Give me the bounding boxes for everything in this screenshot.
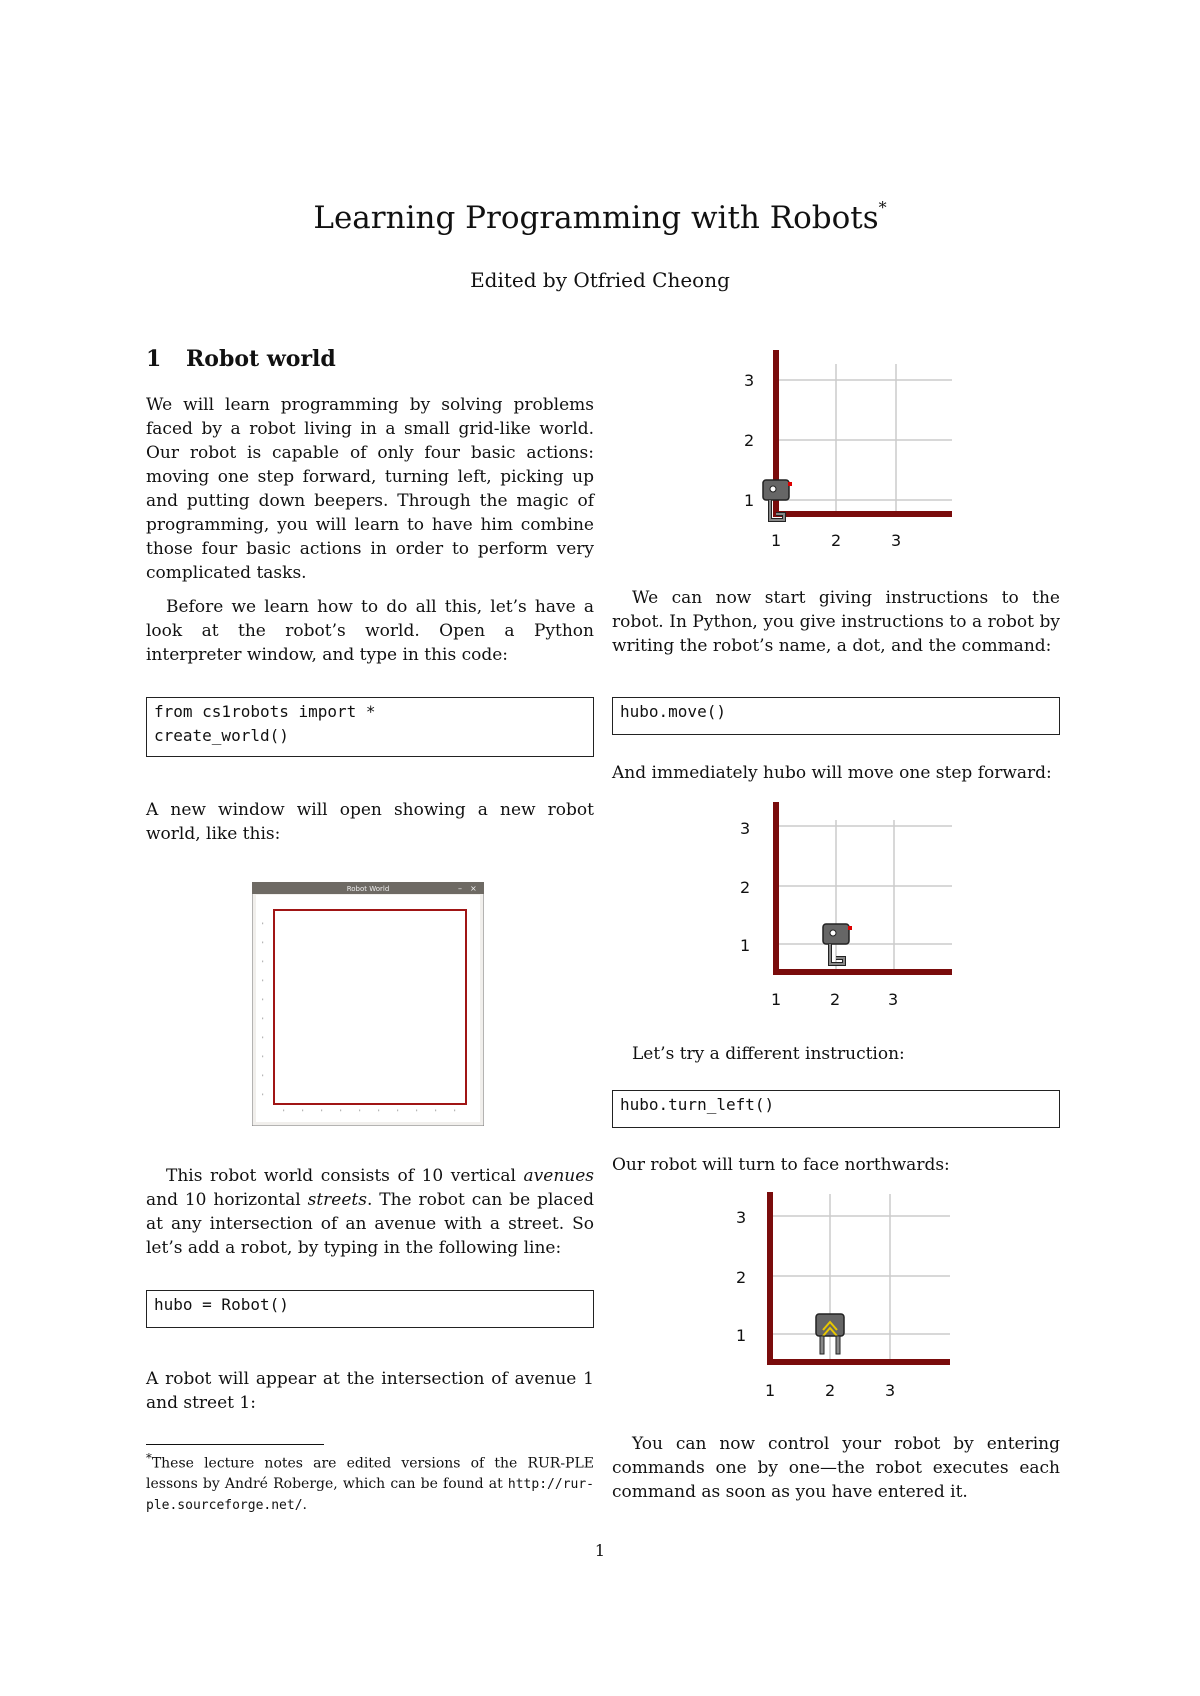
svg-text:': ' xyxy=(262,941,264,948)
svg-text:': ' xyxy=(262,1017,264,1024)
code-line: from cs1robots import * xyxy=(154,702,376,721)
grid-lines xyxy=(770,1194,950,1362)
paper-title: Learning Programming with Robots* xyxy=(313,198,887,236)
svg-text:': ' xyxy=(302,1109,304,1116)
robot-hubo xyxy=(823,924,852,964)
svg-text:': ' xyxy=(262,922,264,929)
street-label: 3 xyxy=(740,819,751,838)
avenue-label: 1 xyxy=(771,990,782,1009)
left-paragraph-2: Before we learn how to do all this, let’s have a look at the robot’s world. Open a Python interpreter window, and type in this code: xyxy=(146,597,594,665)
street-label: 3 xyxy=(744,371,755,390)
svg-text:': ' xyxy=(454,1109,456,1116)
svg-text:': ' xyxy=(359,1109,361,1116)
footnote: *These lecture notes are edited versions of the RUR-PLE lessons by André Roberge, which can be found at http://rur-ple.sourceforge.net/. xyxy=(146,1451,594,1513)
window-minimize-icon: – xyxy=(458,884,462,893)
svg-text:': ' xyxy=(262,979,264,986)
footnote-rule xyxy=(146,1444,324,1445)
street-label: 3 xyxy=(736,1208,747,1227)
window-title: Robot World xyxy=(346,885,390,893)
svg-text:': ' xyxy=(340,1109,342,1116)
street-label: 1 xyxy=(740,936,751,955)
code-line: hubo.turn_left() xyxy=(620,1095,775,1114)
robot-grid-2 xyxy=(730,798,960,1016)
street-label: 1 xyxy=(744,491,755,510)
avenue-label: 2 xyxy=(830,990,841,1009)
svg-text:': ' xyxy=(435,1109,437,1116)
robot-grid-1 xyxy=(730,342,960,560)
world-boundary xyxy=(274,910,466,1104)
left-paragraph-5: A robot will appear at the intersection of avenue 1 and street 1: xyxy=(146,1369,594,1413)
code-block-move xyxy=(612,697,1060,735)
avenue-label: 1 xyxy=(771,531,782,550)
footnote-url: http://rur-ple.sourceforge.net/ xyxy=(146,1476,594,1513)
code-line: create_world() xyxy=(154,726,289,745)
svg-text:': ' xyxy=(321,1109,323,1116)
grid-lines xyxy=(776,820,952,972)
title-footnote-mark: * xyxy=(878,198,887,217)
wall xyxy=(776,350,952,514)
term-avenues: avenues xyxy=(523,1166,594,1186)
page-number: 1 xyxy=(594,1541,606,1560)
right-paragraph-3: Let’s try a different instruction: xyxy=(632,1044,905,1064)
svg-text:': ' xyxy=(262,960,264,967)
svg-text:': ' xyxy=(262,1036,264,1043)
svg-text:': ' xyxy=(262,1074,264,1081)
svg-text:': ' xyxy=(262,1093,264,1100)
avenue-label: 3 xyxy=(885,1381,896,1400)
code-block-turn-left xyxy=(612,1090,1060,1128)
right-paragraph-1: We can now start giving instructions to the robot. In Python, you give instructions to a robot by writing the robot’s name, a dot, and the command: xyxy=(612,588,1060,656)
right-paragraph-4: Our robot will turn to face northwards: xyxy=(612,1155,950,1175)
street-label: 2 xyxy=(744,431,755,450)
author-line: Edited by Otfried Cheong xyxy=(470,268,730,292)
svg-text:': ' xyxy=(416,1109,418,1116)
section-title: Robot world xyxy=(186,346,336,372)
avenue-label: 2 xyxy=(831,531,842,550)
avenue-label: 1 xyxy=(765,1381,776,1400)
section-number: 1 xyxy=(146,346,162,372)
svg-text:': ' xyxy=(283,1109,285,1116)
grid-lines xyxy=(776,364,952,514)
code-line: hubo.move() xyxy=(620,702,726,721)
code-block-create-world xyxy=(146,697,594,757)
avenue-label: 3 xyxy=(888,990,899,1009)
right-paragraph-2: And immediately hubo will move one step forward: xyxy=(612,763,1052,783)
svg-text:': ' xyxy=(397,1109,399,1116)
left-paragraph-4: This robot world consists of 10 vertical avenues and 10 horizontal streets. The robot can be placed at any intersection of an avenue with a street. So let’s add a robot, by typing in the following line: xyxy=(146,1166,594,1258)
svg-text:': ' xyxy=(262,1055,264,1062)
street-label: 2 xyxy=(740,878,751,897)
svg-text:': ' xyxy=(262,998,264,1005)
street-label: 1 xyxy=(736,1326,747,1345)
robot-world-window xyxy=(252,882,484,1126)
street-label: 2 xyxy=(736,1268,747,1287)
right-paragraph-5: You can now control your robot by entering commands one by one—the robot executes each command as soon as you have entered it. xyxy=(612,1434,1060,1502)
avenue-label: 2 xyxy=(825,1381,836,1400)
avenue-label: 3 xyxy=(891,531,902,550)
left-paragraph-3: A new window will open showing a new robot world, like this: xyxy=(146,800,594,844)
robot-grid-3 xyxy=(730,1186,960,1404)
section-heading xyxy=(146,346,336,372)
term-streets: streets xyxy=(307,1190,367,1210)
left-paragraph-1: We will learn programming by solving problems faced by a robot living in a small grid-like world. Our robot is capable of only four basic actions: moving one step forward, turning left, picking up and putting down beepers. Through the magic of programming, you will learn to have him combine those four basic actions in order to perform very complicated tasks. xyxy=(146,395,594,583)
svg-text:': ' xyxy=(378,1109,380,1116)
code-block-robot xyxy=(146,1290,594,1328)
code-line: hubo = Robot() xyxy=(154,1295,289,1314)
wall xyxy=(770,1192,950,1362)
window-close-icon: × xyxy=(470,884,477,893)
wall xyxy=(776,802,952,972)
